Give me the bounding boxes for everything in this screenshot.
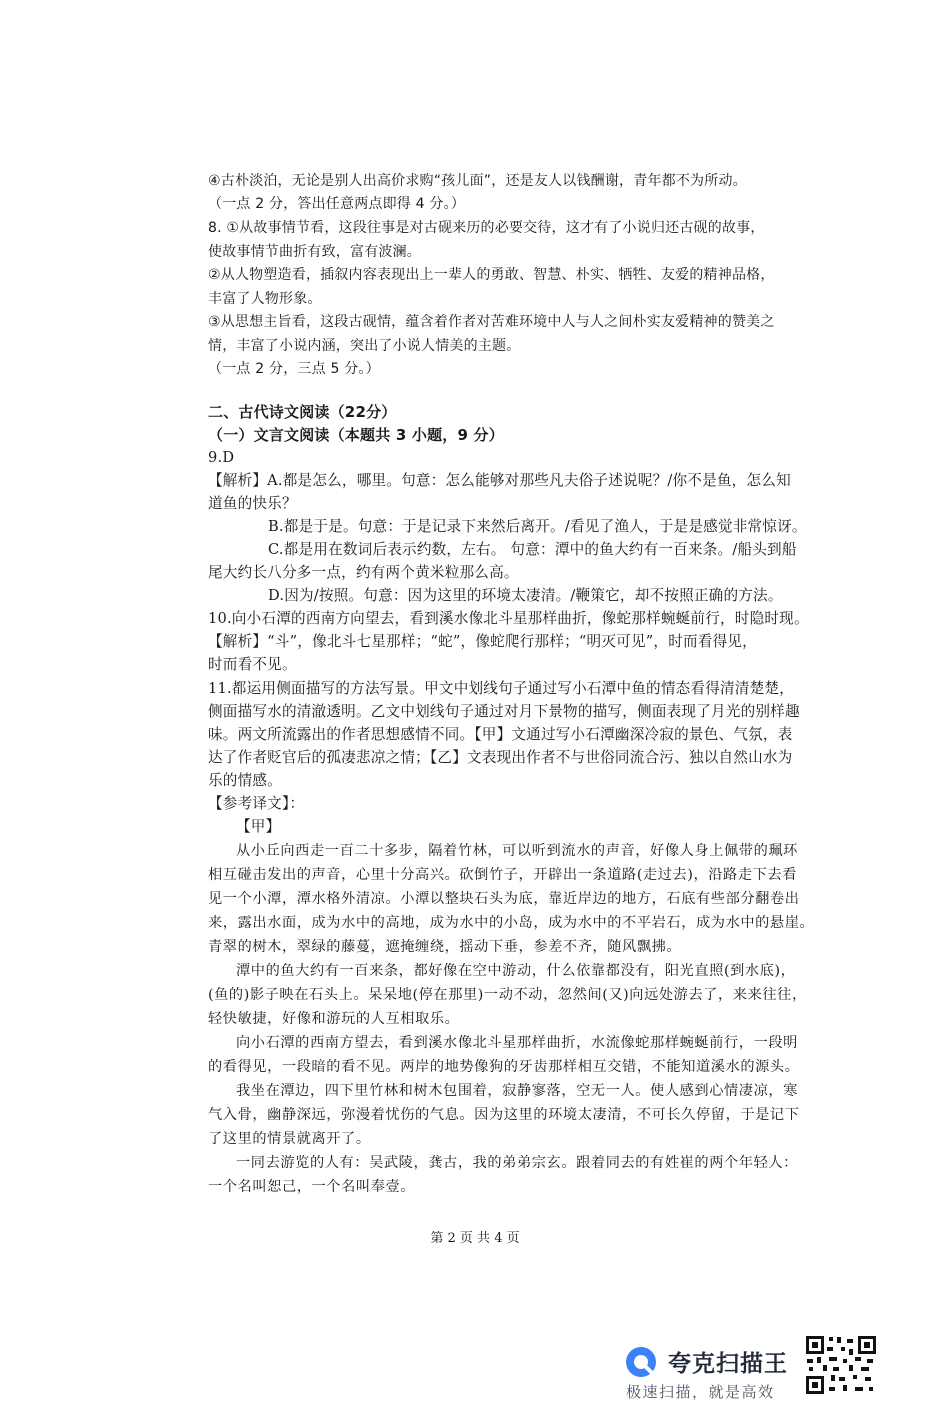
text-line: 侧面描写水的清澈透明。乙文中划线句子通过对月下景物的描写，侧面表现了月光的别样趣 [208, 703, 800, 720]
translation-line: 相互碰击发出的声音，心里十分高兴。砍倒竹子，开辟出一条道路(走过去)，沿路走下去看 [208, 867, 797, 883]
text-line: 丰富了人物形象。 [208, 291, 322, 307]
text-line: 【解析】“斗”，像北斗七星那样；“蛇”，像蛇爬行那样；“明灭可见”，时而看得见， [208, 633, 757, 650]
text-line: 尾大约长八分多一点，约有两个黄米粒那么高。 [208, 564, 519, 581]
brand-tagline: 极速扫描，就是高效 [626, 1383, 775, 1401]
text-line: 时而看不见。 [208, 656, 297, 673]
text-line: （一点 2 分，答出任意两点即得 4 分。） [208, 196, 466, 212]
section-heading: 二、古代诗文阅读（22分） [208, 403, 397, 421]
text-line: 【参考译文】： [208, 795, 305, 812]
translation-line: 青翠的树木，翠绿的藤蔓，遮掩缠绕，摇动下垂，参差不齐，随风飘拂。 [208, 939, 682, 955]
text-line: 味。两文所流露出的作者思想感情不同。【甲】文通过写小石潭幽深冷寂的景色、气氛，表 [208, 726, 793, 743]
qr-code-icon [805, 1335, 877, 1395]
translation-line: 一同去游览的人有：吴武陵，龚古，我的弟弟宗玄。跟着同去的有姓崔的两个年轻人： [236, 1155, 798, 1171]
quark-logo-icon [624, 1345, 658, 1379]
translation-line: 轻快敏捷，好像和游玩的人互相取乐。 [208, 1011, 460, 1027]
translation-line: (鱼的)影子映在石头上。呆呆地(停在那里)一动不动，忽然间(又)向远处游去了，来来往往， [208, 987, 807, 1003]
text-line: 达了作者贬官后的孤凄悲凉之情；【乙】文表现出作者不与世俗同流合污、独以自然山水为 [208, 749, 793, 766]
translation-line: 见一个小潭，潭水格外清凉。小潭以整块石头为底，靠近岸边的地方，石底有些部分翻卷出 [208, 891, 800, 907]
text-line: ③从思想主旨看，这段古砚情，蕴含着作者对苦难环境中人与人之间朴实友爱精神的赞美之 [208, 314, 775, 330]
text-line: 道鱼的快乐？ [208, 495, 297, 512]
text-line: 【解析】A.都是怎么，哪里。句意：怎么能够对那些凡夫俗子述说呢？/你不是鱼，怎么知 [208, 472, 791, 489]
text-line: 【甲】 [236, 818, 281, 835]
text-line: B.都是于是。句意：于是记录下来然后离开。/看见了渔人，于是是感觉非常惊讶。 [268, 518, 807, 535]
text-line: 9.D [208, 449, 235, 466]
subsection-heading: （一）文言文阅读（本题共 3 小题，9 分） [208, 426, 504, 444]
translation-line: 了这里的情景就离开了。 [208, 1131, 371, 1147]
text-line: ④古朴淡泊，无论是别人出高价求购“孩儿面”，还是友人以钱酬谢，青年都不为所动。 [208, 173, 747, 189]
page-number: 第 2 页 共 4 页 [430, 1231, 520, 1246]
translation-line: 气入骨，幽静深远，弥漫着忧伤的气息。因为这里的环境太凄清，不可长久停留，于是记下 [208, 1107, 800, 1123]
translation-line: 的看得见，一段暗的看不见。两岸的地势像狗的牙齿那样相互交错，不能知道溪水的源头。 [208, 1059, 800, 1075]
translation-line: 潭中的鱼大约有一百来条，都好像在空中游动，什么依靠都没有，阳光直照(到水底)， [236, 963, 796, 979]
text-line: 10.向小石潭的西南方向望去，看到溪水像北斗星那样曲折，像蛇那样蜿蜒前行，时隐时现。 [208, 610, 809, 627]
scanner-watermark [624, 1335, 804, 1405]
brand-name: 夸克扫描王 [668, 1351, 788, 1377]
text-line: C.都是用在数词后表示约数，左右。 句意：潭中的鱼大约有一百来条。/船头到船 [268, 541, 797, 558]
text-line: 情，丰富了小说内涵，突出了小说人情美的主题。 [208, 338, 521, 354]
text-line: D.因为/按照。句意：因为这里的环境太凄清。/鞭策它，却不按照正确的方法。 [268, 587, 783, 604]
text-line: 11.都运用侧面描写的方法写景。甲文中划线句子通过写小石潭中鱼的情态看得清清楚楚， [208, 680, 794, 697]
text-line: 8. ①从故事情节看，这段往事是对古砚来历的必要交待，这才有了小说归还古砚的故事， [208, 220, 765, 236]
text-line: 乐的情感。 [208, 772, 282, 789]
text-line: （一点 2 分，三点 5 分。） [208, 361, 380, 377]
translation-line: 来，露出水面，成为水中的高地，成为水中的小岛，成为水中的不平岩石，成为水中的悬崖。 [208, 915, 815, 931]
text-line: ②从人物塑造看，插叙内容表现出上一辈人的勇敢、智慧、朴实、牺牲、友爱的精神品格， [208, 267, 775, 283]
translation-line: 我坐在潭边，四下里竹林和树木包围着，寂静寥落，空无一人。使人感到心情凄凉，寒 [236, 1083, 798, 1099]
text-line: 使故事情节曲折有致，富有波澜。 [208, 244, 421, 260]
translation-line: 从小丘向西走一百二十多步，隔着竹林，可以听到流水的声音，好像人身上佩带的珮环 [236, 843, 798, 859]
translation-line: 向小石潭的西南方望去，看到溪水像北斗星那样曲折，水流像蛇那样蜿蜒前行，一段明 [236, 1035, 798, 1051]
translation-line: 一个名叫恕己，一个名叫奉壹。 [208, 1179, 416, 1195]
